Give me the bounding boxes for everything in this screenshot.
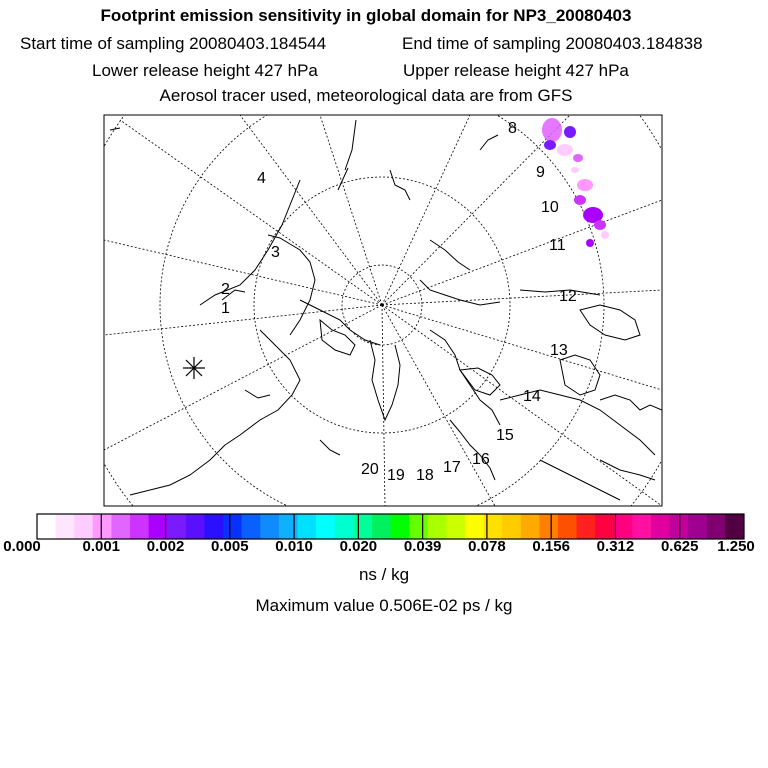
traj-label-3: 3 bbox=[271, 244, 280, 261]
colorbar-cell bbox=[409, 514, 428, 539]
map-frame bbox=[104, 115, 662, 506]
colorbar-cell bbox=[688, 514, 707, 539]
traj-label-11: 11 bbox=[549, 237, 566, 254]
colorbar-cell bbox=[37, 514, 56, 539]
colorbar-cell bbox=[204, 514, 223, 539]
colorbar-cell bbox=[223, 514, 242, 539]
colorbar-cell bbox=[130, 514, 149, 539]
colorbar-tick-label: 0.039 bbox=[403, 538, 442, 555]
colorbar-cell bbox=[279, 514, 298, 539]
colorbar-tick-label: 0.001 bbox=[82, 538, 121, 555]
colorbar-tick-label: 0.002 bbox=[146, 538, 185, 555]
maximum-value: Maximum value 0.506E-02 ps / kg bbox=[255, 596, 513, 615]
colorbar-cell bbox=[391, 514, 410, 539]
plot-title: Footprint emission sensitivity in global domain for NP3_20080403 bbox=[100, 6, 632, 25]
colorbar-tick-label: 0.625 bbox=[660, 538, 699, 555]
colorbar-tick-label: 0.020 bbox=[339, 538, 378, 555]
colorbar-tick-label: 0.005 bbox=[211, 538, 249, 555]
tracer-info: Aerosol tracer used, meteorological data are from GFS bbox=[159, 86, 573, 105]
lower-release-height: Lower release height 427 hPa bbox=[92, 61, 318, 80]
colorbar-cell bbox=[260, 514, 279, 539]
traj-label-20: 20 bbox=[361, 461, 379, 478]
colorbar-units: ns / kg bbox=[358, 565, 410, 584]
colorbar-cell bbox=[502, 514, 521, 539]
colorbar-cell bbox=[186, 514, 205, 539]
colorbar-cell bbox=[297, 514, 316, 539]
colorbar-cell bbox=[632, 514, 651, 539]
traj-label-8: 8 bbox=[508, 120, 517, 137]
traj-label-4: 4 bbox=[257, 170, 266, 187]
end-time: End time of sampling 20080403.184838 bbox=[402, 34, 703, 53]
colorbar-cell bbox=[242, 514, 261, 539]
asterisk-release-point bbox=[183, 357, 205, 379]
colorbar-tick-label: 0.078 bbox=[468, 538, 506, 555]
colorbar-cell bbox=[595, 514, 614, 539]
colorbar-cell bbox=[707, 514, 726, 539]
traj-label-12: 12 bbox=[559, 288, 577, 305]
colorbar-cell bbox=[577, 514, 596, 539]
start-time: Start time of sampling 20080403.184544 bbox=[20, 34, 327, 53]
colorbar-cell bbox=[353, 514, 372, 539]
colorbar-cell bbox=[335, 514, 354, 539]
colorbar-tick-label: 0.156 bbox=[532, 538, 570, 555]
colorbar-tick-label: 1.250 bbox=[717, 538, 755, 555]
colorbar-cell bbox=[428, 514, 447, 539]
traj-label-18: 18 bbox=[416, 467, 434, 484]
colorbar-cell bbox=[74, 514, 93, 539]
colorbar-cell bbox=[56, 514, 75, 539]
traj-label-13: 13 bbox=[550, 342, 568, 359]
traj-label-1: 1 bbox=[221, 300, 230, 317]
colorbar-cell bbox=[651, 514, 670, 539]
colorbar-tick-label: 0.000 bbox=[3, 538, 41, 555]
colorbar-cell bbox=[372, 514, 391, 539]
traj-label-19: 19 bbox=[387, 467, 405, 484]
upper-release-height: Upper release height 427 hPa bbox=[403, 61, 629, 80]
colorbar-cell bbox=[614, 514, 633, 539]
traj-label-10: 10 bbox=[541, 199, 559, 216]
colorbar-tick-label: 0.312 bbox=[596, 538, 635, 555]
colorbar-cell bbox=[316, 514, 335, 539]
colorbar-cell bbox=[539, 514, 558, 539]
traj-label-2: 2 bbox=[221, 281, 230, 298]
colorbar-cell bbox=[558, 514, 577, 539]
traj-label-16: 16 bbox=[472, 451, 490, 468]
traj-label-15: 15 bbox=[496, 427, 514, 444]
traj-label-17: 17 bbox=[443, 459, 461, 476]
colorbar-tick-label: 0.010 bbox=[275, 538, 313, 555]
colorbar-cell bbox=[521, 514, 540, 539]
colorbar-cell bbox=[465, 514, 484, 539]
traj-label-14: 14 bbox=[523, 388, 541, 405]
colorbar-cell bbox=[167, 514, 186, 539]
colorbar-cell bbox=[111, 514, 130, 539]
traj-label-9: 9 bbox=[536, 164, 545, 181]
colorbar-cell bbox=[725, 514, 744, 539]
colorbar-cell bbox=[149, 514, 168, 539]
colorbar-cell bbox=[93, 514, 112, 539]
colorbar-cell bbox=[446, 514, 465, 539]
